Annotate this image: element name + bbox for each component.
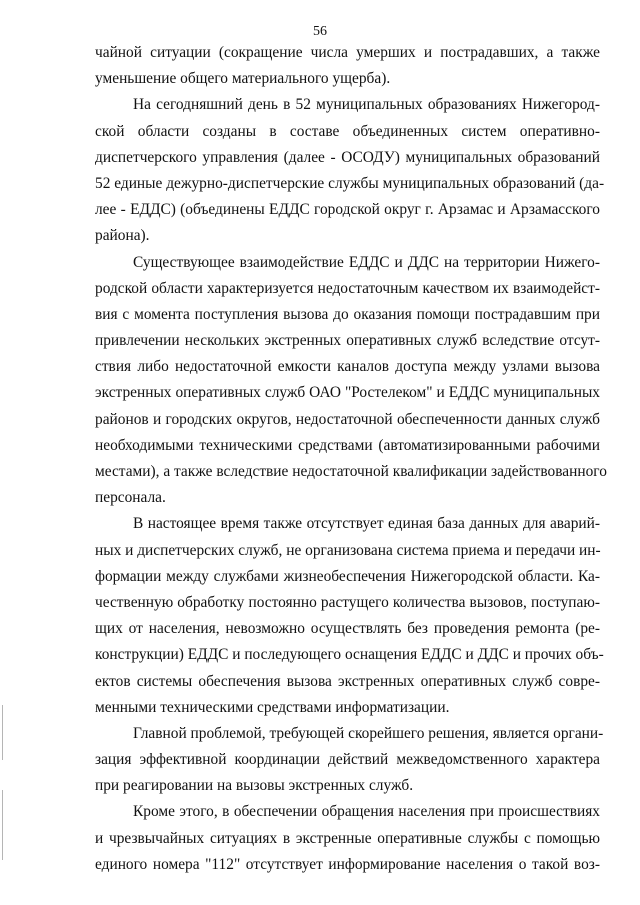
text-line: при реагировании на вызовы экстренных служб.: [95, 777, 414, 795]
text-line: ектов системы обеспечения вызова экстренных оперативных служб совре-: [95, 672, 600, 690]
text-line: щих от населения, невозможно осуществлять без проведения ремонта (ре-: [95, 620, 600, 638]
text-line: зация эффективной координации действий межведомственного характера: [95, 751, 600, 769]
text-line: В настоящее время также отсутствует единая база данных для аварий-: [133, 515, 600, 533]
text-line: чественную обработку постоянно растущего количества вызовов, поступаю-: [95, 593, 600, 611]
paragraph: [95, 721, 604, 800]
paragraph: [95, 511, 604, 721]
paragraph: [95, 92, 605, 249]
text-line: ской области созданы в составе объединенных систем оперативно-: [95, 122, 600, 140]
text-line: Кроме этого, в обеспечении обращения населения при происшествиях: [133, 803, 600, 821]
text-line: экстренных оперативных служб ОАО "Ростелеком" и ЕДДС муниципальных: [95, 384, 600, 402]
text-line: ных и диспетчерских служб, не организована система приема и передачи ин-: [95, 541, 601, 559]
text-line: Существующее взаимодействие ЕДДС и ДДС на территории Нижего-: [133, 253, 600, 271]
scan-edge-mark: [2, 705, 3, 760]
text-line: персонала.: [95, 489, 166, 507]
text-line: лее - ЕДДС) (объединены ЕДДС городской округ г. Арзамас и Арзамасского: [95, 201, 600, 219]
text-line: Главной проблемой, требующей скорейшего решения, является органи-: [133, 724, 604, 742]
text-line: конструкции) ЕДДС и последующего оснащения ЕДДС и ДДС и прочих объ-: [95, 646, 604, 664]
text-line: менными техническими средствами информатизации.: [95, 698, 450, 716]
text-line: единого номера "112" отсутствует информирование населения о такой воз-: [95, 855, 600, 873]
text-line: диспетчерского управления (далее - ОСОДУ) муниципальных образований: [95, 148, 600, 166]
text-line: формации между службами жизнеобеспечения Нижегородской области. Ка-: [95, 567, 600, 585]
text-line: района).: [95, 227, 150, 245]
scan-edge-mark: [2, 790, 3, 860]
text-line: 52 единые дежурно-диспетчерские службы муниципальных образований (да-: [95, 174, 605, 192]
paragraph: [95, 250, 607, 512]
text-line: родской области характеризуется недостаточным качеством их взаимодейст-: [95, 279, 600, 297]
text-line: районов и городских округов, недостаточной обеспеченности данных служб: [95, 410, 600, 428]
paragraph: [95, 799, 600, 878]
text-line: привлечении нескольких экстренных оперативных служб вследствие отсут-: [95, 332, 600, 350]
text-line: На сегодняшний день в 52 муниципальных образованиях Нижегород-: [133, 96, 600, 114]
paragraph: [95, 40, 600, 92]
text-line: ствия либо недостаточной емкости каналов доступа между узлами вызова: [95, 358, 600, 376]
text-line: уменьшение общего материального ущерба).: [95, 70, 391, 88]
document-body: [95, 40, 607, 878]
text-line: необходимыми техническими средствами (автоматизированными рабочими: [95, 436, 600, 454]
text-line: и чрезвычайных ситуациях в экстренные оперативные службы с помощью: [95, 829, 600, 847]
page-number: 56: [313, 24, 327, 39]
text-line: чайной ситуации (сокращение числа умерших и пострадавших, а также: [95, 44, 600, 61]
text-line: местами), а также вследствие недостаточной квалификации задействованного: [95, 463, 607, 480]
text-line: вия с момента поступления вызова до оказания помощи пострадавшим при: [95, 305, 600, 323]
